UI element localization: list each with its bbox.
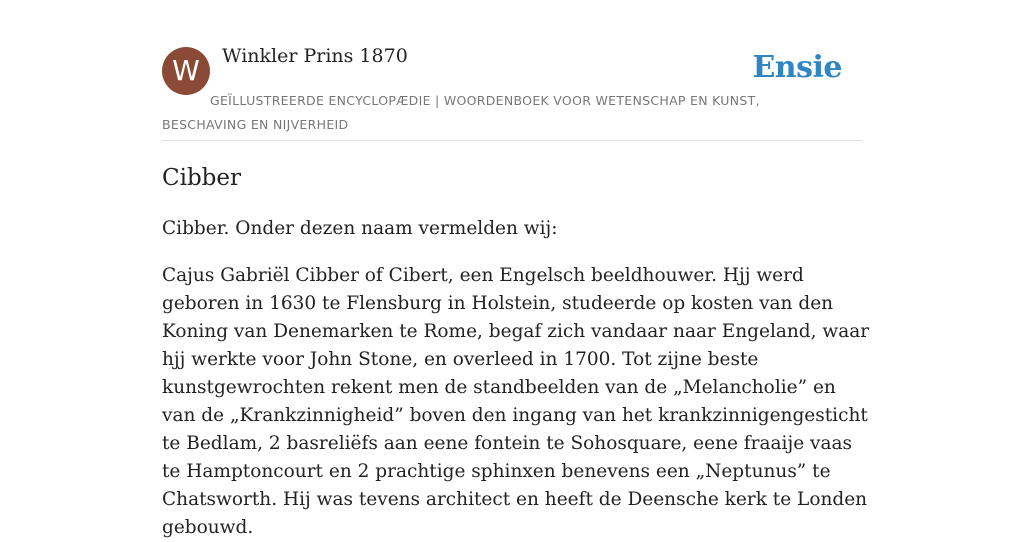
source-avatar[interactable]: W [162, 47, 210, 95]
article-paragraph: Cibber. Onder dezen naam vermelden wij: [162, 218, 558, 239]
article-paragraph: Cajus Gabriël Cibber of Cibert, een Engelsch beeldhouwer. Hjj werd geboren in 1630 te Flensburg in Holstein, studeerde op kosten van den Koning van Denemarken te Rome, begaf zich vandaar naar Engeland, waar hjj werkte voor John Stone, en overleed in 1700. Tot zijne beste kunstgewrochten rekent men de standbeelden van de „Melancholie” en van de „Krankzinnigheid” boven den ingang van het krankzinnigengesticht te Bedlam, 2 basreliëfs aan eene fontein te Sohosquare, eene fraaije vaas te Hamptoncourt en 2 prachtige sphinxen benevens een „Neptunus” te Chatsworth. Hij was tevens architect en heeft de Deensche kerk te Londen gebouwd. [162, 265, 870, 538]
source-subtitle: GEÏLLUSTREERDE ENCYCLOPÆDIE | WOORDENBOEK VOOR WETENSCHAP EN KUNST, BESCHAVING EN NIJVERHEID [162, 93, 760, 132]
article [162, 160, 872, 542]
source-title[interactable]: Winkler Prins 1870 [222, 45, 408, 67]
source-header [162, 0, 862, 141]
ensie-logo-link[interactable]: Ensie [752, 50, 842, 85]
article-title: Cibber [162, 165, 242, 191]
